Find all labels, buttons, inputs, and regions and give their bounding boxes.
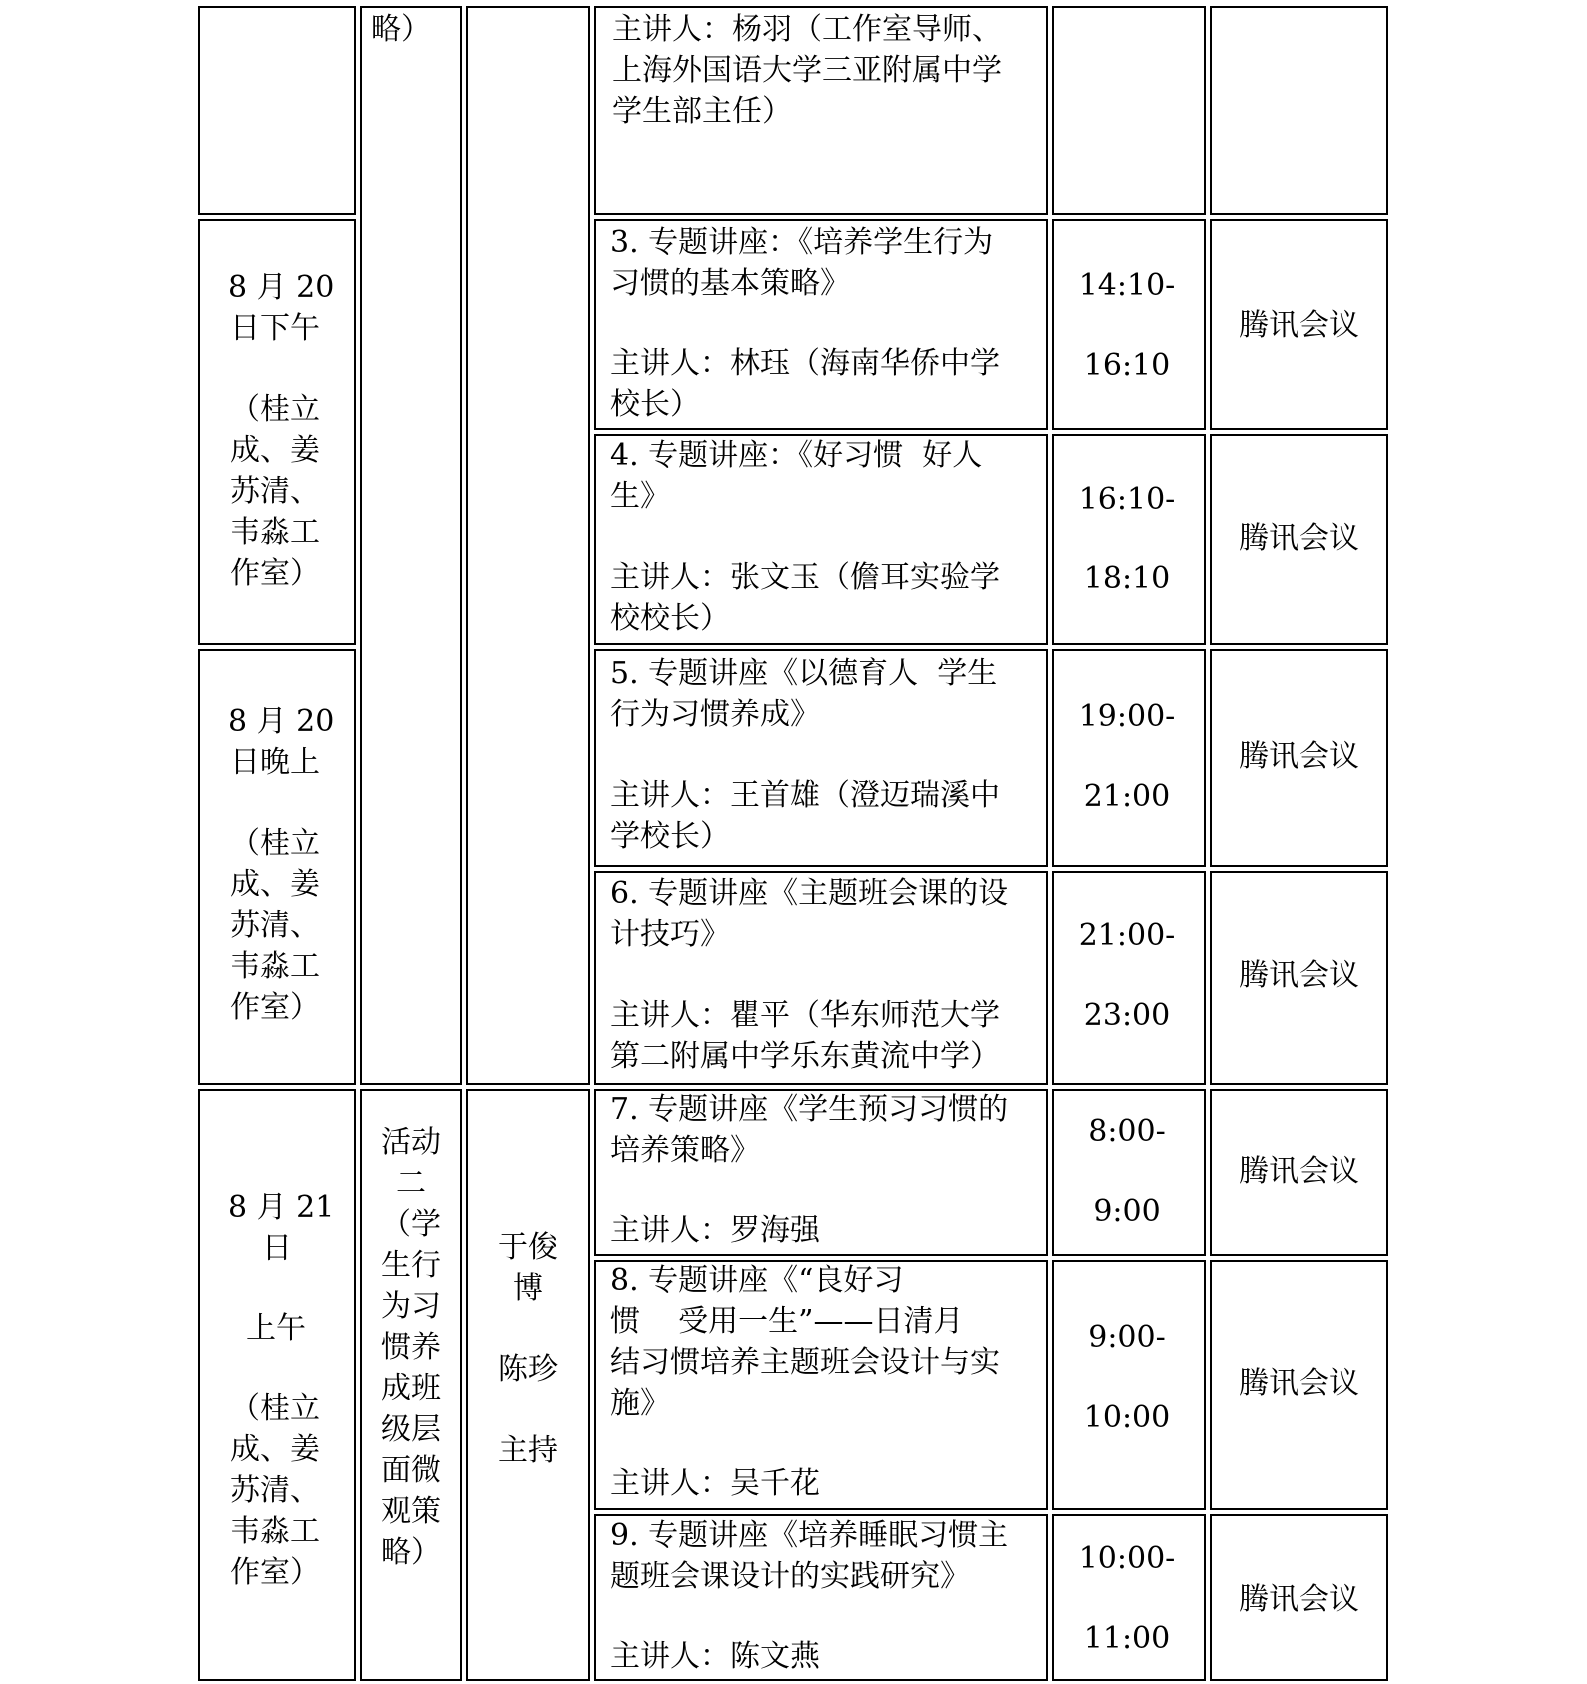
date-line: 苏清、 (230, 474, 320, 509)
time-end-5: 21:00 (1083, 779, 1171, 814)
activity-cell-one (360, 6, 462, 1085)
activity-line: 观策 (381, 1494, 441, 1529)
session7-speaker-1: 主讲人：罗海强 (610, 1213, 820, 1248)
session7-title-1: 7. 专题讲座《学生预习习惯的 (610, 1092, 1009, 1127)
date-line: 作室） (230, 556, 320, 591)
time-start-7: 8:00- (1088, 1114, 1166, 1149)
session3-title-1: 3. 专题讲座：《培养学生行为 (610, 225, 994, 260)
session8-title-2: 惯 受用一生”——日清月 (610, 1304, 964, 1339)
time-start-8: 9:00- (1088, 1320, 1166, 1355)
session6-speaker-2: 第二附属中学乐东黄流中学） (610, 1039, 1000, 1074)
date-line: 日下午 (230, 311, 320, 346)
host-line: 博 (513, 1271, 543, 1306)
platform-7: 腾讯会议 (1239, 1154, 1359, 1189)
date-line: 苏清、 (230, 1473, 320, 1508)
host-line: 于俊 (498, 1230, 558, 1265)
time-cell-row0 (1052, 6, 1206, 215)
date-line: （桂立 (230, 392, 320, 427)
session8-speaker-1: 主讲人：吴千花 (610, 1466, 820, 1501)
date-line: 8 月 20 (228, 270, 335, 305)
session0-speaker-3: 学生部主任） (612, 94, 792, 129)
time-end-4: 18:10 (1083, 561, 1171, 596)
session4-speaker-1: 主讲人：张文玉（儋耳实验学 (610, 560, 1000, 595)
time-end-8: 10:00 (1083, 1400, 1171, 1435)
platform-6: 腾讯会议 (1239, 958, 1359, 993)
activity-line: 惯养 (381, 1330, 441, 1365)
date-line: 韦淼工 (230, 1514, 320, 1549)
session5-speaker-2: 学校长） (610, 819, 730, 854)
date-line: 成、姜 (230, 433, 320, 468)
session3-speaker-1: 主讲人：林珏（海南华侨中学 (610, 346, 1000, 381)
session4-speaker-2: 校校长） (610, 601, 730, 636)
platform-5: 腾讯会议 (1239, 739, 1359, 774)
host-cell-one (466, 6, 590, 1085)
date-cell-row0 (198, 6, 356, 215)
time-start-9: 10:00- (1078, 1541, 1176, 1576)
session5-speaker-1: 主讲人：王首雄（澄迈瑞溪中 (610, 778, 1000, 813)
platform-3: 腾讯会议 (1239, 308, 1359, 343)
session4-title-2: 生》 (610, 479, 670, 514)
time-end-7: 9:00 (1093, 1194, 1161, 1229)
session6-title-2: 计技巧》 (610, 917, 730, 952)
date-line: 上午 (246, 1311, 306, 1346)
activity-one-text: 略） (371, 12, 431, 47)
activity-line: （学 (381, 1207, 441, 1242)
host-line: 陈珍 (498, 1352, 558, 1387)
session3-title-2: 习惯的基本策略》 (610, 266, 850, 301)
activity-line: 二 (396, 1166, 426, 1201)
activity-line: 面微 (381, 1453, 441, 1488)
date-line: 作室） (230, 1555, 320, 1590)
date-line: 日 (262, 1231, 292, 1266)
activity-line: 成班 (381, 1371, 441, 1406)
time-end-6: 23:00 (1083, 998, 1171, 1033)
time-start-5: 19:00- (1078, 699, 1176, 734)
session8-title-1: 8. 专题讲座《“良好习 (610, 1263, 904, 1298)
date-line: 8 月 21 (228, 1190, 335, 1225)
date-line: 日晚上 (230, 745, 320, 780)
session5-title-1: 5. 专题讲座《以德育人 学生 (610, 656, 998, 691)
platform-cell-row0 (1210, 6, 1388, 215)
time-end-3: 16:10 (1083, 348, 1171, 383)
time-start-6: 21:00- (1078, 918, 1176, 953)
time-cell-4 (1052, 434, 1206, 645)
session0-speaker-1: 主讲人：杨羽（工作室导师、 (612, 12, 1002, 47)
session6-speaker-1: 主讲人：瞿平（华东师范大学 (610, 998, 1000, 1033)
date-line: 作室） (230, 990, 320, 1025)
session4-title-1: 4. 专题讲座：《好习惯 好人 (610, 438, 983, 473)
session8-title-4: 施》 (610, 1386, 670, 1421)
host-line: 主持 (498, 1433, 558, 1468)
date-line: （桂立 (230, 1391, 320, 1426)
date-line: 苏清、 (230, 908, 320, 943)
platform-8: 腾讯会议 (1239, 1366, 1359, 1401)
date-line: （桂立 (230, 826, 320, 861)
time-start-3: 14:10- (1078, 268, 1176, 303)
platform-9: 腾讯会议 (1239, 1582, 1359, 1617)
activity-line: 级层 (381, 1412, 441, 1447)
time-end-9: 11:00 (1083, 1621, 1171, 1656)
date-line: 韦淼工 (230, 515, 320, 550)
activity-line: 生行 (381, 1248, 441, 1283)
time-cell-3 (1052, 219, 1206, 430)
session5-title-2: 行为习惯养成》 (610, 697, 820, 732)
session9-title-2: 题班会课设计的实践研究》 (610, 1559, 970, 1594)
session9-speaker-1: 主讲人：陈文燕 (610, 1639, 820, 1674)
time-start-4: 16:10- (1078, 482, 1176, 517)
time-cell-6 (1052, 871, 1206, 1085)
session3-speaker-2: 校长） (610, 387, 700, 422)
date-cell-aug21-morning (198, 1089, 356, 1681)
time-cell-8 (1052, 1260, 1206, 1510)
activity-line: 略） (381, 1535, 441, 1570)
session8-title-3: 结习惯培养主题班会设计与实 (610, 1345, 1000, 1380)
session7-title-2: 培养策略》 (610, 1133, 760, 1168)
activity-line: 活动 (381, 1125, 441, 1160)
session6-title-1: 6. 专题讲座《主题班会课的设 (610, 876, 1009, 911)
session9-title-1: 9. 专题讲座《培养睡眠习惯主 (610, 1518, 1009, 1553)
date-line: 8 月 20 (228, 704, 335, 739)
session0-speaker-2: 上海外国语大学三亚附属中学 (612, 53, 1002, 88)
time-cell-5 (1052, 649, 1206, 867)
date-line: 成、姜 (230, 867, 320, 902)
activity-line: 为习 (381, 1289, 441, 1324)
date-line: 韦淼工 (230, 949, 320, 984)
date-line: 成、姜 (230, 1432, 320, 1467)
platform-4: 腾讯会议 (1239, 521, 1359, 556)
